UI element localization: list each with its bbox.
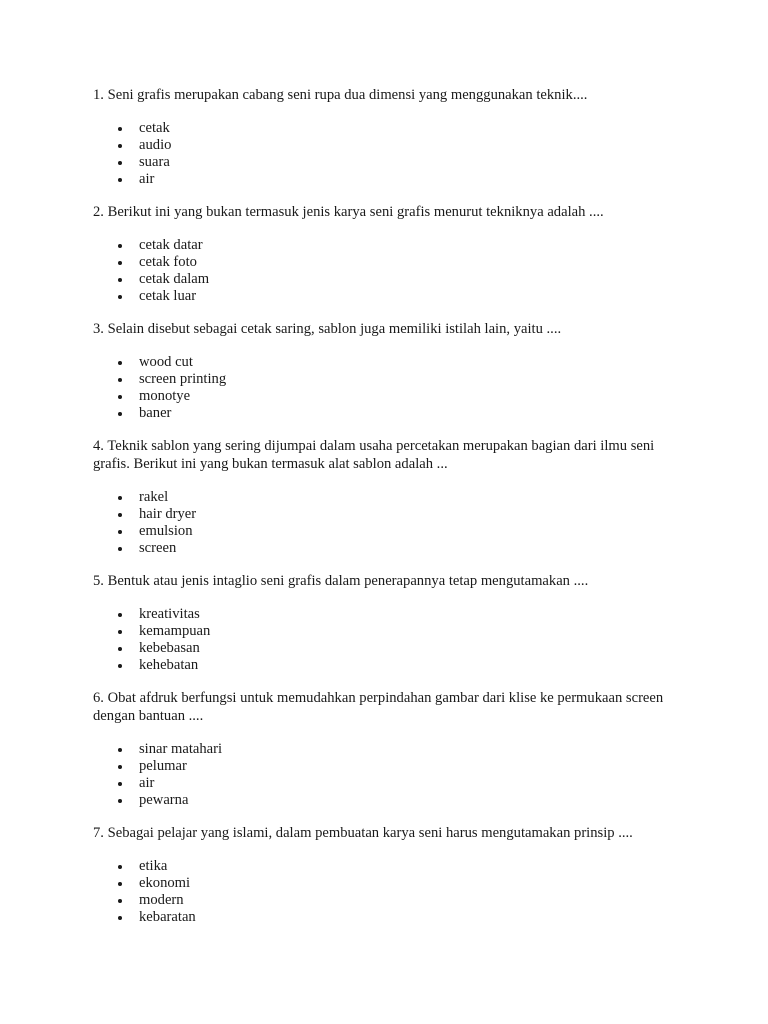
- bullet-icon: [118, 395, 122, 399]
- option-item: [93, 640, 683, 657]
- bullet-icon: [118, 178, 122, 182]
- question-2: [93, 203, 683, 305]
- option-item: [93, 120, 683, 137]
- option-item: [93, 388, 683, 405]
- option-list: [93, 741, 683, 809]
- option-item: [93, 254, 683, 271]
- bullet-icon: [118, 378, 122, 382]
- bullet-icon: [118, 799, 122, 803]
- option-label: cetak datar: [139, 237, 203, 253]
- question-4: [93, 437, 683, 557]
- option-label: ekonomi: [139, 875, 191, 891]
- question-text: 2. Berikut ini yang bukan termasuk jenis karya seni grafis menurut tekniknya adalah ....: [93, 204, 604, 220]
- option-label: air: [139, 171, 155, 187]
- option-label: air: [139, 775, 155, 791]
- bullet-icon: [118, 144, 122, 148]
- bullet-icon: [118, 899, 122, 903]
- question-text: 3. Selain disebut sebagai cetak saring, sablon juga memiliki istilah lain, yaitu ....: [93, 321, 562, 337]
- bullet-icon: [118, 748, 122, 752]
- bullet-icon: [118, 664, 122, 668]
- question-text: 7. Sebagai pelajar yang islami, dalam pembuatan karya seni harus mengutamakan prinsip ....: [93, 825, 633, 841]
- bullet-icon: [118, 765, 122, 769]
- bullet-icon: [118, 916, 122, 920]
- bullet-icon: [118, 547, 122, 551]
- bullet-icon: [118, 647, 122, 651]
- option-label: kreativitas: [139, 606, 200, 622]
- option-item: [93, 775, 683, 792]
- option-label: baner: [139, 405, 172, 421]
- bullet-icon: [118, 295, 122, 299]
- question-1: [93, 86, 683, 188]
- option-label: monotye: [139, 388, 191, 404]
- option-label: kebebasan: [139, 640, 200, 656]
- option-label: kebaratan: [139, 909, 196, 925]
- bullet-icon: [118, 278, 122, 282]
- option-list: [93, 606, 683, 674]
- question-text: 5. Bentuk atau jenis intaglio seni grafis dalam penerapannya tetap mengutamakan ....: [93, 573, 589, 589]
- question-text: 6. Obat afdruk berfungsi untuk memudahkan perpindahan gambar dari klise ke permukaan screen dengan bantuan ....: [93, 690, 664, 724]
- option-list: [93, 858, 683, 926]
- question-5: [93, 572, 683, 674]
- option-label: sinar matahari: [139, 741, 223, 757]
- question-text: 1. Seni grafis merupakan cabang seni rupa dua dimensi yang menggunakan teknik....: [93, 87, 588, 103]
- option-label: cetak: [139, 120, 170, 136]
- option-label: screen printing: [139, 371, 227, 387]
- question-7: [93, 824, 683, 926]
- option-label: etika: [139, 858, 168, 874]
- option-item: [93, 288, 683, 305]
- question-6: [93, 689, 683, 809]
- option-label: hair dryer: [139, 506, 197, 522]
- option-list: [93, 120, 683, 188]
- option-item: [93, 271, 683, 288]
- bullet-icon: [118, 496, 122, 500]
- option-label: audio: [139, 137, 172, 153]
- option-label: kemampuan: [139, 623, 211, 639]
- option-item: [93, 237, 683, 254]
- option-item: [93, 875, 683, 892]
- option-item: [93, 741, 683, 758]
- option-item: [93, 657, 683, 674]
- bullet-icon: [118, 127, 122, 131]
- option-item: [93, 171, 683, 188]
- option-label: screen: [139, 540, 177, 556]
- option-label: cetak foto: [139, 254, 197, 270]
- option-item: [93, 606, 683, 623]
- bullet-icon: [118, 513, 122, 517]
- option-item: [93, 858, 683, 875]
- option-item: [93, 892, 683, 909]
- bullet-icon: [118, 244, 122, 248]
- option-label: suara: [139, 154, 170, 170]
- option-label: cetak luar: [139, 288, 197, 304]
- option-list: [93, 354, 683, 422]
- option-item: [93, 540, 683, 557]
- option-list: [93, 237, 683, 305]
- option-label: rakel: [139, 489, 169, 505]
- bullet-icon: [118, 361, 122, 365]
- option-item: [93, 506, 683, 523]
- bullet-icon: [118, 161, 122, 165]
- option-label: modern: [139, 892, 184, 908]
- bullet-icon: [118, 882, 122, 886]
- bullet-icon: [118, 865, 122, 869]
- option-label: emulsion: [139, 523, 193, 539]
- bullet-icon: [118, 261, 122, 265]
- option-list: [93, 489, 683, 557]
- option-item: [93, 623, 683, 640]
- option-label: wood cut: [139, 354, 193, 370]
- option-label: pewarna: [139, 792, 189, 808]
- option-item: [93, 154, 683, 171]
- bullet-icon: [118, 412, 122, 416]
- option-item: [93, 792, 683, 809]
- option-item: [93, 758, 683, 775]
- bullet-icon: [118, 630, 122, 634]
- document-page: [93, 86, 683, 926]
- bullet-icon: [118, 782, 122, 786]
- bullet-icon: [118, 613, 122, 617]
- option-item: [93, 523, 683, 540]
- option-item: [93, 354, 683, 371]
- option-item: [93, 489, 683, 506]
- option-label: cetak dalam: [139, 271, 210, 287]
- option-item: [93, 909, 683, 926]
- question-text: 4. Teknik sablon yang sering dijumpai dalam usaha percetakan merupakan bagian dari ilmu seni grafis. Berikut ini yang bukan termasuk alat sablon adalah ...: [93, 438, 655, 472]
- option-item: [93, 371, 683, 388]
- bullet-icon: [118, 530, 122, 534]
- option-item: [93, 137, 683, 154]
- option-label: kehebatan: [139, 657, 199, 673]
- option-label: pelumar: [139, 758, 187, 774]
- question-3: [93, 320, 683, 422]
- option-item: [93, 405, 683, 422]
